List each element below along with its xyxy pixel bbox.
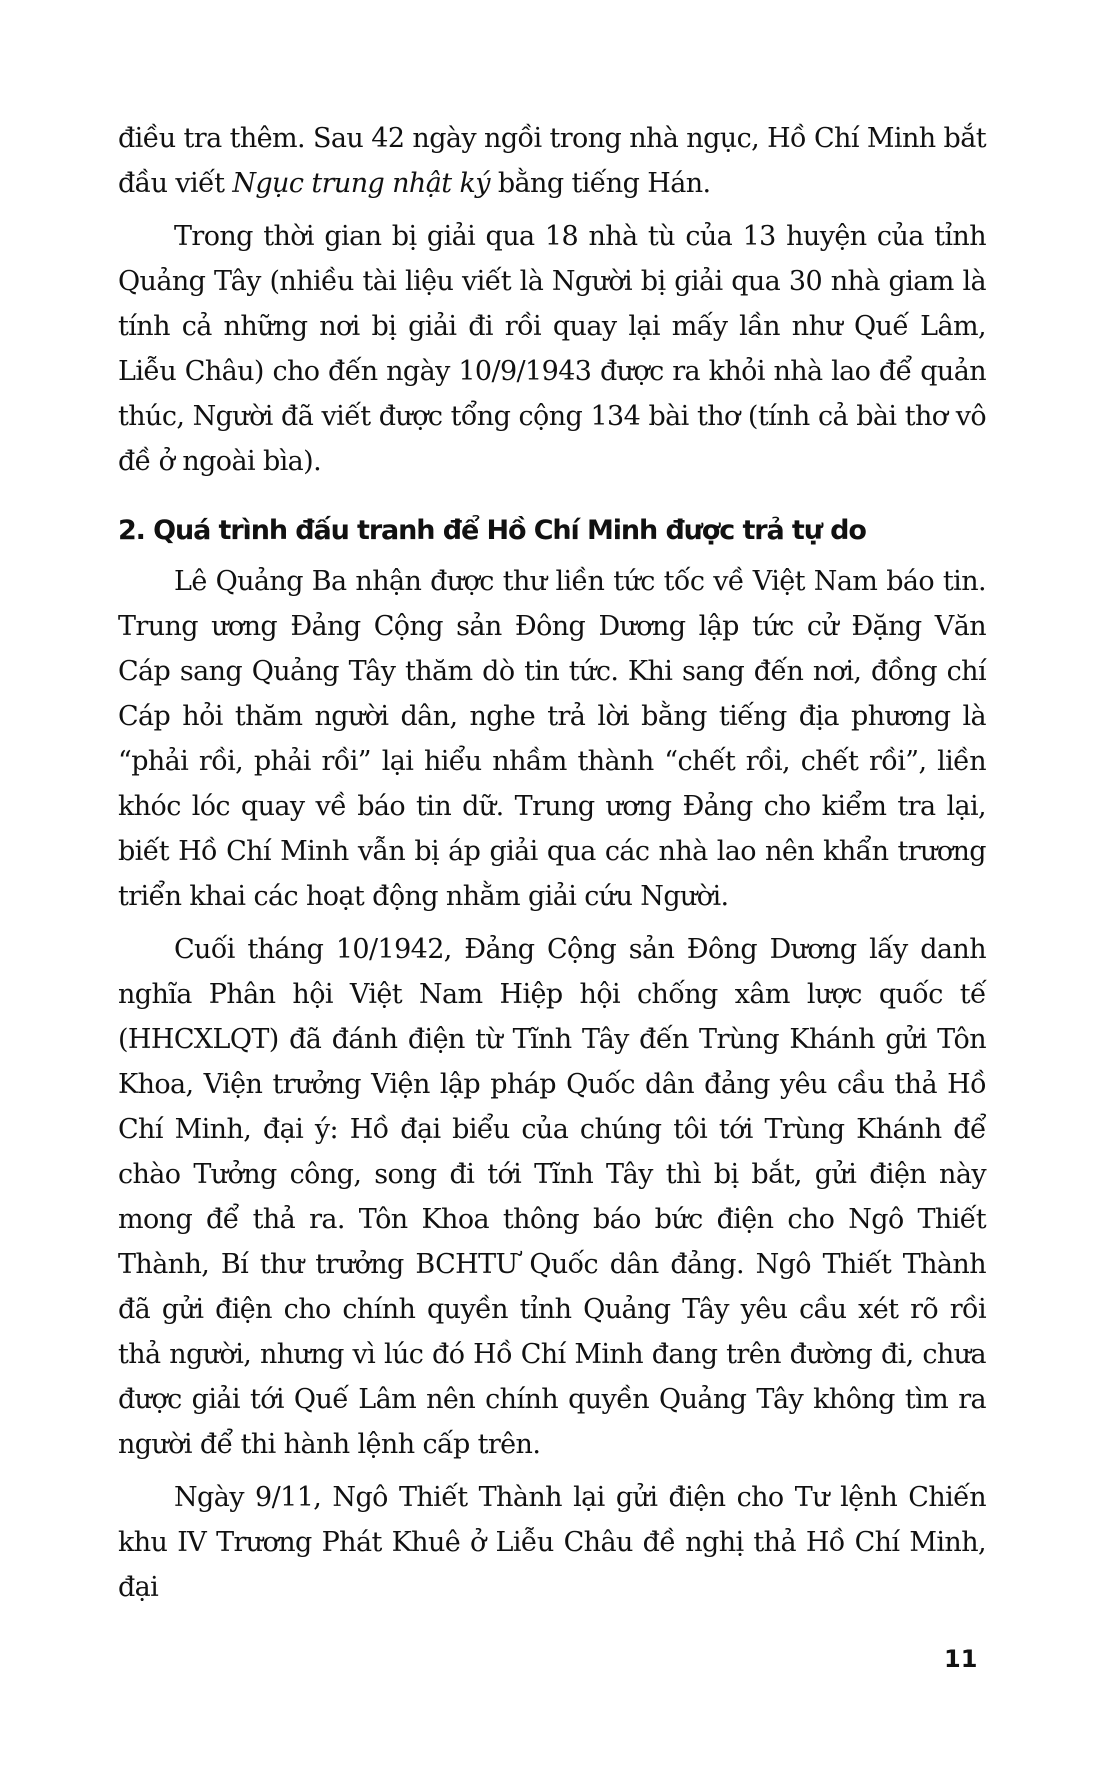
page-number: 11 xyxy=(944,1645,978,1673)
paragraph: Cuối tháng 10/1942, Đảng Cộng sản Đông Dương lấy danh nghĩa Phân hội Việt Nam Hiệp hội chống xâm lược quốc tế (HHCXLQT) đã đánh điện từ Tĩnh Tây đến Trùng Khánh gửi Tôn Khoa, Viện trưởng Viện lập pháp Quốc dân đảng yêu cầu thả Hồ Chí Minh, đại ý: Hồ đại biểu của chúng tôi tới Trùng Khánh để chào Tưởng công, song đi tới Tĩnh Tây thì bị bắt, gửi điện này mong để thả ra. Tôn Khoa thông báo bức điện cho Ngô Thiết Thành, Bí thư trưởng BCHTƯ Quốc dân đảng. Ngô Thiết Thành đã gửi điện cho chính quyền tỉnh Quảng Tây yêu cầu xét rõ rồi thả người, nhưng vì lúc đó Hồ Chí Minh đang trên đường đi, chưa được giải tới Quế Lâm nên chính quyền Quảng Tây không tìm ra người để thi hành lệnh cấp trên. xyxy=(118,934,986,1460)
paragraph: Ngày 9/11, Ngô Thiết Thành lại gửi điện cho Tư lệnh Chiến khu IV Trương Phát Khuê ở Liễu Châu đề nghị thả Hồ Chí Minh, đại xyxy=(118,1482,986,1603)
paragraph-text: điều tra thêm. Sau 42 ngày ngồi trong nhà ngục, Hồ Chí Minh bắt đầu viết xyxy=(118,123,986,199)
paragraph: Lê Quảng Ba nhận được thư liền tức tốc về Việt Nam báo tin. Trung ương Đảng Cộng sản Đông Dương lập tức cử Đặng Văn Cáp sang Quảng Tây thăm dò tin tức. Khi sang đến nơi, đồng chí Cáp hỏi thăm người dân, nghe trả lời bằng tiếng địa phương là “phải rồi, phải rồi” lại hiểu nhầm thành “chết rồi, chết rồi”, liền khóc lóc quay về báo tin dữ. Trung ương Đảng cho kiểm tra lại, biết Hồ Chí Minh vẫn bị áp giải qua các nhà lao nên khẩn trương triển khai các hoạt động nhằm giải cứu Người. xyxy=(118,566,986,912)
section-heading: 2. Quá trình đấu tranh để Hồ Chí Minh được trả tự do xyxy=(118,515,866,546)
paragraph: Trong thời gian bị giải qua 18 nhà tù của 13 huyện của tỉnh Quảng Tây (nhiều tài liệu viết là Người bị giải qua 30 nhà giam là tính cả những nơi bị giải đi rồi quay lại mấy lần như Quế Lâm, Liễu Châu) cho đến ngày 10/9/1943 được ra khỏi nhà lao để quản thúc, Người đã viết được tổng cộng 134 bài thơ (tính cả bài thơ vô đề ở ngoài bìa). xyxy=(118,221,986,477)
paragraph-text: bằng tiếng Hán. xyxy=(489,168,711,199)
paragraph-continued xyxy=(118,116,986,206)
book-title-italic: Ngục trung nhật ký xyxy=(232,168,490,199)
book-page-body xyxy=(118,116,986,1618)
